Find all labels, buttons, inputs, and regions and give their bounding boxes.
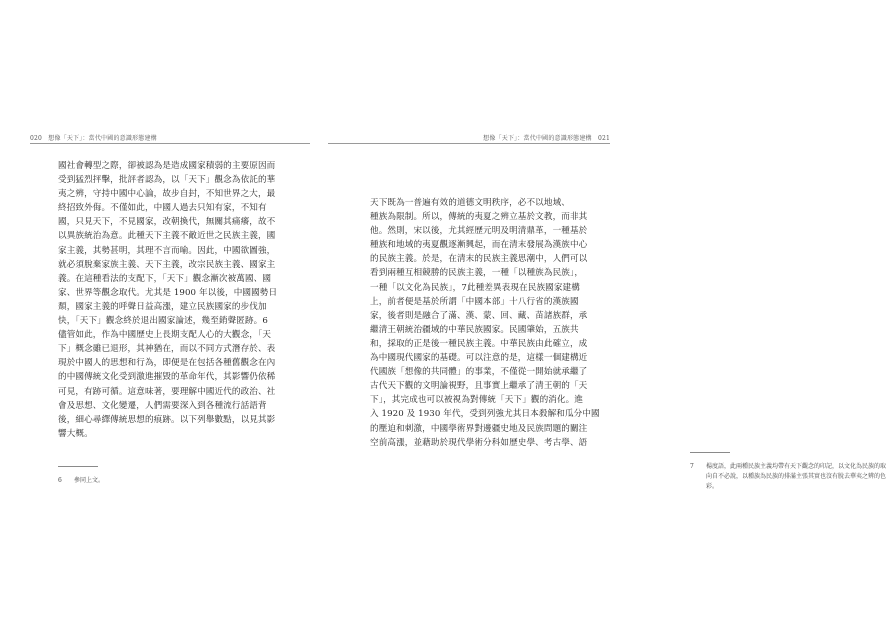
text-line: 夷之辨，守持中國中心論，故步自封，不知世界之大，最 bbox=[58, 189, 276, 200]
text-line: 可見，有跡可循。這意味著，要理解中國近代的政治、社 bbox=[58, 386, 276, 397]
text-line: 響大概。 bbox=[58, 428, 93, 439]
text-line: 空前高漲，並藉助於現代學術分科如歷史學、考古學、語 bbox=[370, 437, 588, 448]
left-header-rule bbox=[30, 143, 310, 144]
text-line: 天下既為一普遍有效的道德文明秩序，必不以地域、 bbox=[370, 198, 570, 208]
text-line: 終招致外侮。不僅如此，中國人過去只知有家，不知有 bbox=[58, 203, 267, 214]
text-line: 頹，國家主義的呼聲日益高漲，建立民族國家的步伐加 bbox=[58, 301, 267, 312]
text-line: 入 1920 及 1930 年代，受到列強尤其日本殺解和瓜分中國 bbox=[370, 409, 600, 420]
left-page bbox=[0, 0, 320, 640]
text-line: 下」概念雖已退形，其神猶在，而以不同方式潛存於、表 bbox=[58, 344, 276, 355]
text-line: 看到兩種互相競勝的民族主義，一種「以種族為民族」， bbox=[370, 268, 584, 279]
text-line: 儘管如此，作為中國歷史上長期支配人心的大觀念，「天 bbox=[58, 330, 272, 341]
left-footnote bbox=[58, 476, 104, 486]
right-header-rule bbox=[328, 143, 610, 144]
left-body-text bbox=[58, 159, 288, 441]
text-line: 受到猛烈抨擊，批評者認為，以「天下」觀念為依託的華 bbox=[58, 175, 276, 186]
footnote-line: 楊度語，此兩種民族主義均帶有天下觀念的印記，以文化為民族的取 bbox=[706, 463, 886, 470]
right-running-header: 想像「天下」：當代中國的意識形態建構 021 bbox=[483, 135, 610, 142]
text-line: 代國族「想像的共同體」的事業，不僅從一開始就承繼了 bbox=[370, 367, 588, 378]
text-line: 家主義，其勢甚明，其理不言而喻。因此，中國欲圖強， bbox=[58, 245, 276, 256]
text-line: 就必須脫棄家族主義、天下主義，改宗民族主義、國家主 bbox=[58, 259, 276, 270]
text-line: 會及思想、文化變遷，人們需要深入到各種流行話語背 bbox=[58, 400, 267, 411]
text-line: 國，只見天下，不見國家，改朝換代，無關其痛癢，故不 bbox=[58, 217, 276, 228]
text-line: 種族和地域的夷夏觀逐漸興起，而在清末發展為漢族中心 bbox=[370, 240, 588, 251]
text-line: 以異族統治為意。此種天下主義不敵近世之民族主義，國 bbox=[58, 231, 276, 242]
text-line: 快，「天下」觀念終於退出國家論述，幾至銷聲匿跡。6 bbox=[58, 316, 268, 327]
left-footnote-rule bbox=[58, 466, 98, 467]
text-line: 古代天下觀的文明論視野，且事實上繼承了清王朝的「天 bbox=[370, 381, 588, 392]
text-line: 下」，其完成也可以被視為對傳統「天下」觀的消化。進 bbox=[370, 395, 584, 406]
footnote-number: 6 bbox=[58, 477, 62, 484]
text-line: 一種「以文化為民族」，7此種差異表現在民族國家建構 bbox=[370, 282, 580, 293]
left-running-header: 020 想像「天下」：當代中國的意識形態建構 bbox=[30, 135, 157, 142]
text-line: 現於中國人的思想和行為，即便是在包括各種舊觀念在內 bbox=[58, 358, 276, 369]
text-line: 家，後者則是融合了滿、漢、蒙、回、藏、苗諸族群，承 bbox=[370, 310, 588, 321]
text-line: 上，前者便是基於所謂「中國本部」十八行省的漢族國 bbox=[370, 296, 579, 307]
text-line: 為中國現代國家的基礎。可以注意的是，這樣一個建構近 bbox=[370, 353, 588, 364]
text-line: 的壓迫和刺激，中國學術界對邊疆史地及民族問題的關注 bbox=[370, 423, 588, 434]
right-footnote-rule bbox=[690, 452, 730, 453]
text-line: 種族為限制。所以，傳統的夷夏之辨立基於文教，而非其 bbox=[370, 212, 588, 223]
right-body-text bbox=[370, 196, 600, 450]
text-line: 和，採取的正是後一種民族主義。中華民族由此確立，成 bbox=[370, 338, 588, 349]
text-line: 繼清王朝統治疆域的中華民族國家。民國肇始，五族共 bbox=[370, 324, 579, 335]
text-line: 家、世界等觀念取代。尤其是 1900 年以後，中國國勢日 bbox=[58, 287, 278, 298]
text-line: 的民族主義。於是，在清末的民族主義思潮中，人們可以 bbox=[370, 254, 588, 265]
footnote-number: 7 bbox=[690, 463, 694, 470]
footnote-line: 向自不必說，以種族為民族的排滿主張其實也沒有脫去華夷之辨的色 bbox=[706, 473, 886, 480]
text-line: 的中國傳統文化受到激進摧毀的革命年代，其影響仍依稀 bbox=[58, 372, 276, 383]
footnote-text: 參同上文。 bbox=[74, 477, 105, 484]
text-line: 義。在這種看法的支配下，「天下」觀念漸次被萬國、國 bbox=[58, 273, 272, 284]
text-line: 他。然則，宋以後，尤其經歷元明及明清鼎革，一種基於 bbox=[370, 226, 588, 237]
text-line: 後，細心尋繹傳統思想的痕跡。以下列舉數點，以見其影 bbox=[58, 414, 276, 425]
right-footnote bbox=[690, 462, 886, 492]
footnote-line: 彩。 bbox=[706, 483, 719, 490]
text-line: 國社會轉型之際，卻被認為是造成國家積弱的主要原因而 bbox=[58, 161, 276, 171]
